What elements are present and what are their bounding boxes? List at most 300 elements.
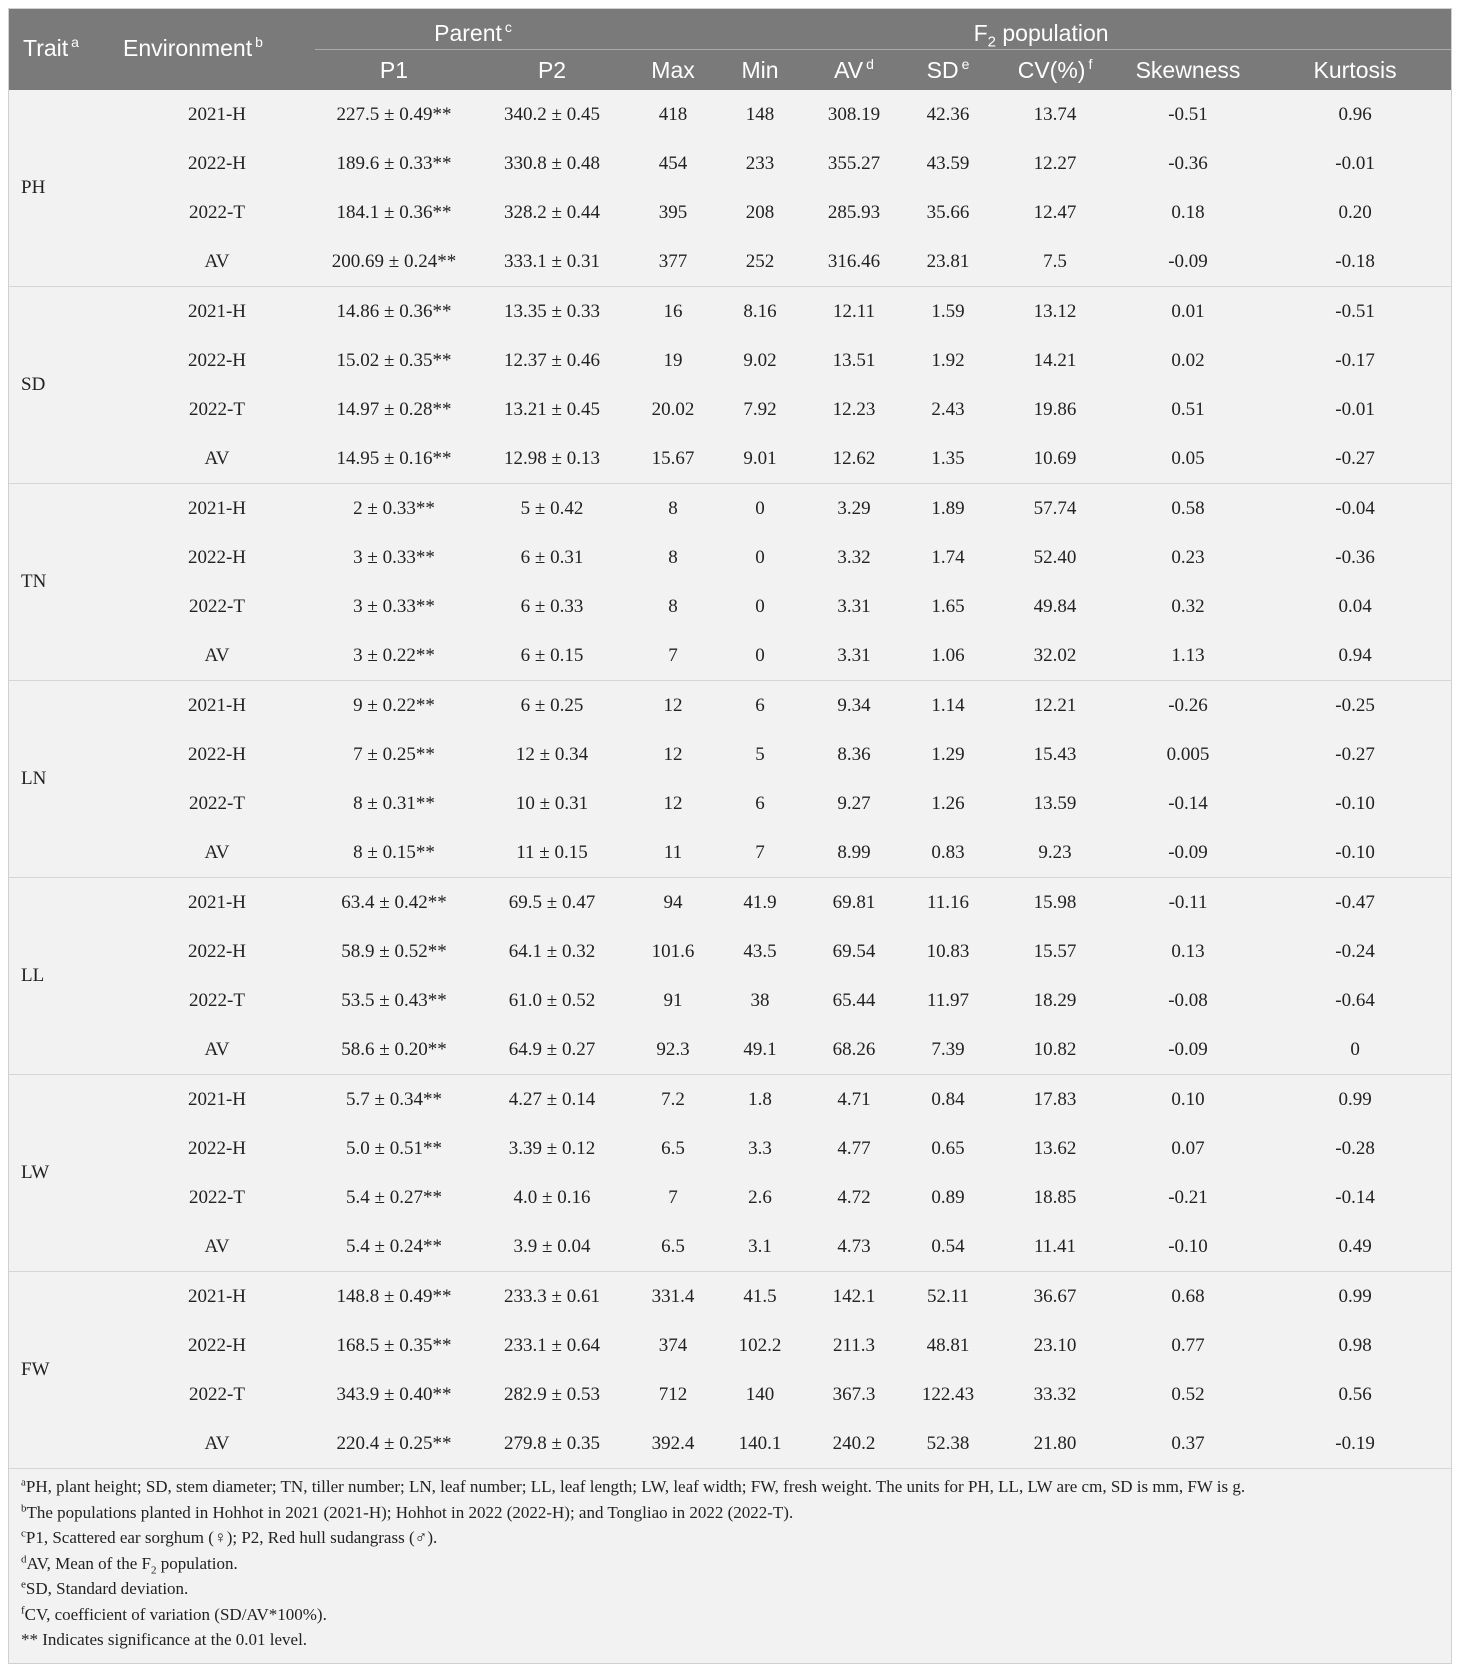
value-cell: 1.89 <box>931 497 965 519</box>
value-cell: 14.21 <box>1033 349 1077 371</box>
value-cell: 63.4 ± 0.42** <box>341 891 447 913</box>
value-cell: 184.1 ± 0.36** <box>336 201 452 223</box>
value-cell: 8 <box>668 595 678 617</box>
value-cell: 9.23 <box>993 828 1117 878</box>
value-cell: 48.81 <box>926 1334 970 1356</box>
environment-cell: 2022-H <box>187 152 247 174</box>
environment-cell: AV <box>119 1222 315 1272</box>
value-cell: 1.13 <box>1117 631 1259 681</box>
value-cell: 13.12 <box>1033 300 1077 322</box>
value-cell: 168.5 ± 0.35** <box>336 1334 452 1356</box>
value-cell: 64.1 ± 0.32 <box>508 940 596 962</box>
value-cell: 9.34 <box>837 694 871 716</box>
value-cell: 3.32 <box>837 546 871 568</box>
table-row <box>9 828 1451 878</box>
header-col-min: Min <box>715 50 805 91</box>
trait-cell: LN <box>9 681 119 878</box>
value-cell: 69.5 ± 0.47 <box>508 891 596 913</box>
value-cell: 4.0 ± 0.16 <box>513 1186 591 1208</box>
table-row <box>9 287 1451 337</box>
value-cell: 23.81 <box>903 237 993 287</box>
value-cell: 1.8 <box>748 1088 772 1110</box>
table-header <box>9 9 1451 90</box>
table-row <box>9 1370 1451 1419</box>
environment-cell: AV <box>119 631 315 681</box>
value-cell: -0.18 <box>1259 237 1451 287</box>
value-cell: 15.67 <box>631 434 715 484</box>
value-cell: 0.18 <box>1171 201 1205 223</box>
value-cell: 9.01 <box>715 434 805 484</box>
value-cell: 4.73 <box>805 1222 903 1272</box>
value-cell: -0.27 <box>1259 434 1451 484</box>
value-cell: 7 <box>631 631 715 681</box>
value-cell: 1.14 <box>931 694 965 716</box>
value-cell: 13.51 <box>832 349 876 371</box>
value-cell: -0.19 <box>1259 1419 1451 1469</box>
value-cell: 3.1 <box>715 1222 805 1272</box>
value-cell: 454 <box>658 152 688 174</box>
value-cell: -0.11 <box>1168 891 1208 913</box>
value-cell: 8 ± 0.15** <box>315 828 473 878</box>
value-cell: 0.58 <box>1171 497 1205 519</box>
value-cell: 14.86 ± 0.36** <box>336 300 452 322</box>
value-cell: 0.56 <box>1338 1383 1372 1405</box>
value-cell: 0.37 <box>1117 1419 1259 1469</box>
header-trait: Trait $^a$ <box>9 9 119 90</box>
value-cell: -0.08 <box>1168 989 1208 1011</box>
value-cell: 0.52 <box>1171 1383 1205 1405</box>
value-cell: 211.3 <box>832 1334 876 1356</box>
value-cell: 19.86 <box>1033 398 1077 420</box>
value-cell: 5.0 ± 0.51** <box>346 1137 442 1159</box>
table-row <box>9 1321 1451 1370</box>
header-parent: Parent $^c$ <box>315 9 631 50</box>
value-cell: 1.65 <box>931 595 965 617</box>
footnote: $^b$The populations planted in Hohhot in 2021 (2021-H); Hohhot in 2022 (2022-H); and Tongliao in 2022 (2022-T). <box>21 1501 794 1522</box>
value-cell: 340.2 ± 0.45 <box>504 103 600 125</box>
value-cell: 9.02 <box>743 349 777 371</box>
value-cell: 328.2 ± 0.44 <box>504 201 600 223</box>
environment-cell: 2022-T <box>189 989 245 1011</box>
value-cell: 343.9 ± 0.40** <box>336 1383 452 1405</box>
value-cell: 0 <box>1259 1025 1451 1075</box>
value-cell: 58.6 ± 0.20** <box>315 1025 473 1075</box>
value-cell: 2.43 <box>931 398 965 420</box>
environment-cell: 2022-T <box>189 595 245 617</box>
value-cell: 52.40 <box>1033 546 1077 568</box>
table-row <box>9 385 1451 434</box>
value-cell: 227.5 ± 0.49** <box>336 103 452 125</box>
value-cell: -0.64 <box>1335 989 1375 1011</box>
value-cell: 0.23 <box>1171 546 1205 568</box>
value-cell: 5.4 ± 0.27** <box>346 1186 442 1208</box>
table-row <box>9 1124 1451 1173</box>
value-cell: 92.3 <box>631 1025 715 1075</box>
value-cell: 285.93 <box>827 201 881 223</box>
value-cell: 65.44 <box>832 989 876 1011</box>
value-cell: 12.98 ± 0.13 <box>473 434 631 484</box>
header-col-p1: P1 <box>315 50 473 91</box>
value-cell: 52.11 <box>926 1285 970 1307</box>
value-cell: 7 <box>668 1186 678 1208</box>
value-cell: 15.43 <box>1033 743 1077 765</box>
value-cell: 42.36 <box>926 103 970 125</box>
value-cell: 331.4 <box>651 1285 695 1307</box>
environment-cell: 2022-T <box>189 1186 245 1208</box>
environment-cell: 2022-H <box>187 546 247 568</box>
environment-cell: 2021-H <box>187 694 247 716</box>
value-cell: 9 ± 0.22** <box>353 694 435 716</box>
value-cell: 14.97 ± 0.28** <box>336 398 452 420</box>
environment-cell: 2021-H <box>187 103 247 125</box>
value-cell: -0.10 <box>1259 828 1451 878</box>
value-cell: 0.05 <box>1117 434 1259 484</box>
value-cell: 233.3 ± 0.61 <box>504 1285 600 1307</box>
table-row <box>9 188 1451 237</box>
value-cell: -0.10 <box>1117 1222 1259 1272</box>
table-row <box>9 237 1451 287</box>
value-cell: 4.71 <box>837 1088 871 1110</box>
value-cell: 101.6 <box>651 940 695 962</box>
value-cell: 58.9 ± 0.52** <box>341 940 447 962</box>
value-cell: 233.1 ± 0.64 <box>504 1334 600 1356</box>
table-row <box>9 730 1451 779</box>
value-cell: -0.51 <box>1168 103 1208 125</box>
value-cell: 43.5 <box>743 940 777 962</box>
value-cell: 12.62 <box>805 434 903 484</box>
value-cell: 6 ± 0.33 <box>520 595 584 617</box>
value-cell: 12 ± 0.34 <box>515 743 589 765</box>
value-cell: 3.9 ± 0.04 <box>473 1222 631 1272</box>
value-cell: 11 <box>631 828 715 878</box>
value-cell: -0.36 <box>1335 546 1375 568</box>
environment-cell: AV <box>119 828 315 878</box>
value-cell: 11.41 <box>993 1222 1117 1272</box>
value-cell: 0.96 <box>1338 103 1372 125</box>
value-cell: 0.32 <box>1171 595 1205 617</box>
value-cell: 3.31 <box>837 595 871 617</box>
table-row <box>9 533 1451 582</box>
value-cell: 355.27 <box>827 152 881 174</box>
value-cell: 12.27 <box>1033 152 1077 174</box>
value-cell: 282.9 ± 0.53 <box>504 1383 600 1405</box>
value-cell: 0.10 <box>1171 1088 1205 1110</box>
value-cell: 6 ± 0.25 <box>520 694 584 716</box>
trait-cell: PH <box>9 90 119 287</box>
value-cell: 12.23 <box>832 398 876 420</box>
trait-cell: LW <box>9 1075 119 1272</box>
header-col-skewness: Skewness <box>1117 50 1259 91</box>
value-cell: 316.46 <box>805 237 903 287</box>
value-cell: 7.92 <box>743 398 777 420</box>
value-cell: 49.84 <box>1033 595 1077 617</box>
footnote: $^c$P1, Scattered ear sorghum (♀); P2, Red hull sudangrass (♂). <box>21 1527 438 1547</box>
value-cell: 252 <box>715 237 805 287</box>
value-cell: 392.4 <box>631 1419 715 1469</box>
value-cell: -0.10 <box>1335 792 1375 814</box>
table-row <box>9 878 1451 928</box>
value-cell: 18.85 <box>1033 1186 1077 1208</box>
value-cell: 12.21 <box>1033 694 1077 716</box>
value-cell: 13.35 ± 0.33 <box>504 300 600 322</box>
value-cell: 6 <box>755 694 765 716</box>
value-cell: 3.39 ± 0.12 <box>508 1137 596 1159</box>
environment-cell: 2022-H <box>187 349 247 371</box>
value-cell: -0.47 <box>1335 891 1375 913</box>
value-cell: 4.77 <box>837 1137 871 1159</box>
footnote: $^d$AV, Mean of the $F_2$ population. <box>21 1552 238 1576</box>
value-cell: 0.04 <box>1338 595 1372 617</box>
value-cell: 208 <box>745 201 775 223</box>
value-cell: 14.95 ± 0.16** <box>315 434 473 484</box>
value-cell: 712 <box>658 1383 688 1405</box>
environment-cell: 2022-H <box>187 743 247 765</box>
value-cell: 189.6 ± 0.33** <box>336 152 452 174</box>
value-cell: 12.11 <box>832 300 876 322</box>
value-cell: 38 <box>750 989 770 1011</box>
table-row <box>9 1272 1451 1322</box>
value-cell: 9.27 <box>837 792 871 814</box>
value-cell: 7 <box>715 828 805 878</box>
value-cell: 15.98 <box>1033 891 1077 913</box>
environment-cell: 2022-T <box>189 201 245 223</box>
value-cell: 11.97 <box>926 989 970 1011</box>
value-cell: 0.51 <box>1171 398 1205 420</box>
value-cell: 13.21 ± 0.45 <box>504 398 600 420</box>
value-cell: 220.4 ± 0.25** <box>315 1419 473 1469</box>
value-cell: 7.2 <box>661 1088 685 1110</box>
value-cell: 0.07 <box>1171 1137 1205 1159</box>
value-cell: 8.16 <box>743 300 777 322</box>
header-col-cv: CV(%) $^f$ <box>993 50 1117 91</box>
header-environment: Environment $^b$ <box>119 9 315 90</box>
value-cell: -0.14 <box>1335 1186 1375 1208</box>
value-cell: 11.16 <box>926 891 970 913</box>
value-cell: 7.39 <box>903 1025 993 1075</box>
table-row <box>9 139 1451 188</box>
value-cell: 395 <box>658 201 688 223</box>
value-cell: 6.5 <box>631 1222 715 1272</box>
value-cell: 4.72 <box>837 1186 871 1208</box>
environment-cell: 2021-H <box>187 891 247 913</box>
environment-cell: 2022-T <box>189 398 245 420</box>
value-cell: 15.02 ± 0.35** <box>336 349 452 371</box>
value-cell: 12.37 ± 0.46 <box>504 349 600 371</box>
value-cell: 308.19 <box>827 103 881 125</box>
value-cell: 0.77 <box>1171 1334 1205 1356</box>
table-row <box>9 681 1451 731</box>
value-cell: 0.005 <box>1166 743 1210 765</box>
value-cell: 8.36 <box>837 743 871 765</box>
value-cell: -0.09 <box>1117 828 1259 878</box>
value-cell: 41.5 <box>743 1285 777 1307</box>
value-cell: 21.80 <box>993 1419 1117 1469</box>
value-cell: 10.69 <box>993 434 1117 484</box>
value-cell: 69.81 <box>832 891 876 913</box>
value-cell: 367.3 <box>832 1383 876 1405</box>
value-cell: 1.92 <box>931 349 965 371</box>
value-cell: 5 <box>755 743 765 765</box>
value-cell: -0.28 <box>1335 1137 1375 1159</box>
value-cell: 12.47 <box>1033 201 1077 223</box>
value-cell: 418 <box>658 103 688 125</box>
environment-cell: 2022-H <box>187 1334 247 1356</box>
value-cell: 94 <box>663 891 683 913</box>
environment-cell: AV <box>119 237 315 287</box>
value-cell: 0.99 <box>1338 1088 1372 1110</box>
value-cell: 148 <box>745 103 775 125</box>
value-cell: -0.21 <box>1168 1186 1208 1208</box>
value-cell: 2 ± 0.33** <box>353 497 435 519</box>
footnote: $^a$PH, plant height; SD, stem diameter; TN, tiller number; LN, leaf number; LL, leaf length; LW, leaf width; FW, fresh weight. The units for PH, LL, LW are cm, SD is mm, FW is g. <box>21 1476 1246 1496</box>
value-cell: 0.20 <box>1338 201 1372 223</box>
value-cell: 5.7 ± 0.34** <box>346 1088 442 1110</box>
value-cell: -0.26 <box>1168 694 1208 716</box>
value-cell: 0.65 <box>931 1137 965 1159</box>
table-frame <box>8 8 1452 1664</box>
value-cell: -0.01 <box>1335 398 1375 420</box>
trait-cell: TN <box>9 484 119 681</box>
value-cell: 6 <box>755 792 765 814</box>
value-cell: 41.9 <box>743 891 777 913</box>
value-cell: 0.98 <box>1338 1334 1372 1356</box>
value-cell: 1.35 <box>903 434 993 484</box>
value-cell: 1.29 <box>931 743 965 765</box>
value-cell: 0 <box>755 595 765 617</box>
data-table <box>9 9 1451 1469</box>
value-cell: 10.82 <box>993 1025 1117 1075</box>
value-cell: -0.01 <box>1335 152 1375 174</box>
value-cell: -0.36 <box>1168 152 1208 174</box>
value-cell: 8 ± 0.31** <box>353 792 435 814</box>
value-cell: 13.74 <box>1033 103 1077 125</box>
value-cell: 2.6 <box>748 1186 772 1208</box>
value-cell: 6.5 <box>661 1137 685 1159</box>
value-cell: 33.32 <box>1033 1383 1077 1405</box>
environment-cell: 2022-T <box>189 792 245 814</box>
value-cell: 330.8 ± 0.48 <box>504 152 600 174</box>
value-cell: 148.8 ± 0.49** <box>336 1285 452 1307</box>
environment-cell: 2021-H <box>187 497 247 519</box>
value-cell: 1.06 <box>903 631 993 681</box>
value-cell: 17.83 <box>1033 1088 1077 1110</box>
value-cell: 53.5 ± 0.43** <box>341 989 447 1011</box>
value-cell: 3.3 <box>748 1137 772 1159</box>
value-cell: 240.2 <box>805 1419 903 1469</box>
value-cell: -0.09 <box>1117 1025 1259 1075</box>
header-col-p2: P2 <box>473 50 631 91</box>
value-cell: -0.25 <box>1335 694 1375 716</box>
trait-cell: LL <box>9 878 119 1075</box>
value-cell: 0.94 <box>1259 631 1451 681</box>
table-row <box>9 927 1451 976</box>
value-cell: 57.74 <box>1033 497 1077 519</box>
value-cell: 7.5 <box>993 237 1117 287</box>
value-cell: 1.74 <box>931 546 965 568</box>
value-cell: 0.68 <box>1171 1285 1205 1307</box>
value-cell: 8.99 <box>805 828 903 878</box>
value-cell: 35.66 <box>926 201 970 223</box>
environment-cell: 2022-H <box>187 940 247 962</box>
value-cell: 6 ± 0.31 <box>520 546 584 568</box>
table-row <box>9 1222 1451 1272</box>
header-col-sd: SD $^e$ <box>903 50 993 91</box>
table-row <box>9 1075 1451 1125</box>
table-row <box>9 90 1451 139</box>
value-cell: 0 <box>715 631 805 681</box>
environment-cell: AV <box>119 1419 315 1469</box>
value-cell: 377 <box>631 237 715 287</box>
value-cell: 8 <box>668 497 678 519</box>
value-cell: 12 <box>663 743 683 765</box>
value-cell: 11 ± 0.15 <box>473 828 631 878</box>
value-cell: -0.04 <box>1335 497 1375 519</box>
value-cell: 0.54 <box>903 1222 993 1272</box>
footnote: $^f$CV, coefficient of variation (SD/AV*100%). <box>21 1603 327 1624</box>
value-cell: 200.69 ± 0.24** <box>315 237 473 287</box>
header-col-max: Max <box>631 50 715 91</box>
table-row <box>9 779 1451 828</box>
environment-cell: 2021-H <box>187 300 247 322</box>
value-cell: 19 <box>663 349 683 371</box>
value-cell: 0 <box>755 497 765 519</box>
value-cell: 10 ± 0.31 <box>515 792 589 814</box>
value-cell: 0.89 <box>931 1186 965 1208</box>
value-cell: 64.9 ± 0.27 <box>473 1025 631 1075</box>
value-cell: -0.14 <box>1168 792 1208 814</box>
value-cell: 1.26 <box>931 792 965 814</box>
value-cell: -0.24 <box>1335 940 1375 962</box>
value-cell: 1.59 <box>931 300 965 322</box>
value-cell: 0.83 <box>903 828 993 878</box>
environment-cell: AV <box>119 1025 315 1075</box>
environment-cell: 2021-H <box>187 1285 247 1307</box>
value-cell: 20.02 <box>651 398 695 420</box>
value-cell: -0.17 <box>1335 349 1375 371</box>
value-cell: -0.27 <box>1335 743 1375 765</box>
environment-cell: 2021-H <box>187 1088 247 1110</box>
table-row <box>9 976 1451 1025</box>
value-cell: 233 <box>745 152 775 174</box>
table-row <box>9 1025 1451 1075</box>
value-cell: 52.38 <box>903 1419 993 1469</box>
value-cell: 36.67 <box>1033 1285 1077 1307</box>
value-cell: 10.83 <box>926 940 970 962</box>
value-cell: 32.02 <box>993 631 1117 681</box>
header-f2-population: $F_2$ population <box>631 9 1451 50</box>
trait-cell: SD <box>9 287 119 484</box>
value-cell: 3 ± 0.33** <box>353 595 435 617</box>
value-cell: 122.43 <box>921 1383 975 1405</box>
table-row <box>9 484 1451 534</box>
value-cell: 4.27 ± 0.14 <box>508 1088 596 1110</box>
table-row <box>9 582 1451 631</box>
value-cell: 3 ± 0.33** <box>353 546 435 568</box>
value-cell: 3 ± 0.22** <box>315 631 473 681</box>
value-cell: 5.4 ± 0.24** <box>315 1222 473 1272</box>
value-cell: 16 <box>663 300 683 322</box>
environment-cell: AV <box>119 434 315 484</box>
table-row <box>9 1173 1451 1222</box>
table-row <box>9 631 1451 681</box>
environment-cell: 2022-T <box>189 1383 245 1405</box>
value-cell: 12 <box>663 694 683 716</box>
value-cell: 0.84 <box>931 1088 965 1110</box>
value-cell: 12 <box>663 792 683 814</box>
value-cell: 8 <box>668 546 678 568</box>
value-cell: 91 <box>663 989 683 1011</box>
value-cell: 3.29 <box>837 497 871 519</box>
